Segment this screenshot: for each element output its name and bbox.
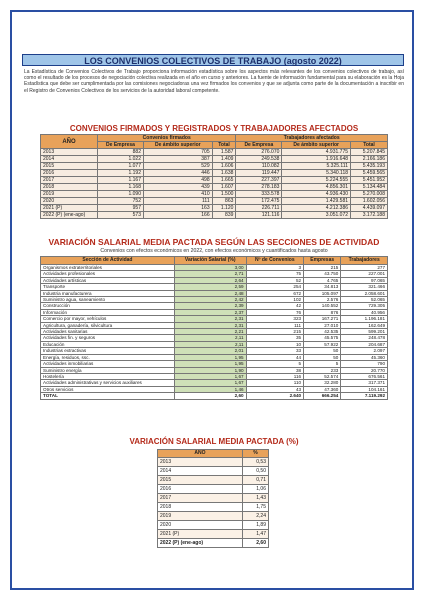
value-cell: 226.711 (236, 205, 282, 212)
pct-cell: 0,71 (242, 476, 268, 485)
value-cell: 110.082 (236, 163, 282, 170)
value-cell: 97.065 (341, 277, 388, 283)
year-cell: 2021 (P) (158, 530, 243, 539)
value-cell: 2,01 (174, 348, 246, 354)
value-cell: 20.770 (341, 367, 388, 373)
value-cell: 215 (304, 265, 341, 271)
year-cell: 2017 (158, 494, 243, 503)
value-cell: 5 (304, 361, 341, 367)
value-cell: 140.552 (304, 303, 341, 309)
value-cell: 5.270.008 (351, 191, 388, 198)
table-row (41, 149, 388, 156)
value-cell: 172.475 (236, 198, 282, 205)
value-cell: 277 (341, 265, 388, 271)
header-num-convenios: Nº de Convenios (246, 257, 304, 265)
value-cell: 2,39 (174, 303, 246, 309)
value-cell: 387 (144, 156, 213, 163)
value-cell: 498 (144, 177, 213, 184)
year-cell: 2020 (158, 521, 243, 530)
header-ano: AÑO (158, 450, 243, 458)
pct-cell: 1,89 (242, 521, 268, 530)
value-cell: 2,64 (174, 277, 246, 283)
value-cell: 1.665 (212, 177, 236, 184)
value-cell: 321.466 (341, 284, 388, 290)
value-cell: 957 (98, 205, 144, 212)
value-cell: 4.212.386 (282, 205, 351, 212)
value-cell: 410 (144, 191, 213, 198)
value-cell: 105.097 (304, 290, 341, 296)
section-cell: Actividades artísticas (41, 277, 175, 283)
value-cell: 1.587 (212, 149, 236, 156)
year-cell: 2022 (P) (ene-ago) (41, 212, 98, 219)
value-cell: 45.575 (304, 335, 341, 341)
value-cell: 2,48 (174, 290, 246, 296)
value-cell: 1.167 (98, 177, 144, 184)
year-cell: 2020 (41, 198, 98, 205)
value-cell: 233 (304, 367, 341, 373)
pct-cell: 2,24 (242, 512, 268, 521)
value-cell: 876 (304, 309, 341, 315)
value-cell: 1,95 (174, 354, 246, 360)
value-cell: 1.606 (212, 163, 236, 170)
value-cell: 317.371 (341, 380, 388, 386)
total-value: 2.640 (246, 393, 304, 399)
table-row (41, 156, 388, 163)
value-cell: 2.166.186 (351, 156, 388, 163)
value-cell: 121.116 (236, 212, 282, 219)
year-cell: 2013 (158, 458, 243, 467)
value-cell: 729.305 (341, 303, 388, 309)
header-empresa: De Empresa (236, 142, 282, 149)
section-cell: Construcción (41, 303, 175, 309)
section-cell: Industria manufacturera (41, 290, 175, 296)
total-label: TOTAL (41, 393, 175, 399)
table-row (158, 539, 269, 548)
convenios-table (40, 134, 388, 219)
value-cell: 3 (246, 265, 304, 271)
section3-title: VARIACIÓN SALARIAL MEDIA PACTADA (%) (129, 437, 299, 446)
value-cell: 76 (246, 309, 304, 315)
value-cell: 1,46 (174, 386, 246, 392)
value-cell: 1,67 (174, 380, 246, 386)
page-title: LOS CONVENIOS COLECTIVOS DE TRABAJO (agosto 2022) (22, 54, 404, 66)
table-row (158, 530, 269, 539)
value-cell: 38 (246, 367, 304, 373)
pct-cell: 1,47 (242, 530, 268, 539)
value-cell: 705 (144, 149, 213, 156)
value-cell: 1.196.181 (341, 316, 388, 322)
header-total: Total (351, 142, 388, 149)
header-pct: % (242, 450, 268, 458)
value-cell: 42.535 (304, 329, 341, 335)
value-cell: 882 (98, 149, 144, 156)
value-cell: 5.435.193 (351, 163, 388, 170)
year-cell: 2016 (158, 485, 243, 494)
section-cell: Actividades sanitarias (41, 329, 175, 335)
header-seccion: Sección de Actividad (41, 257, 175, 265)
section-cell: Información (41, 309, 175, 315)
value-cell: 5.459.565 (351, 170, 388, 177)
value-cell: 2,42 (174, 297, 246, 303)
year-cell: 2014 (41, 156, 98, 163)
value-cell: 110 (246, 380, 304, 386)
total-value: 7.119.292 (341, 393, 388, 399)
value-cell: 573 (98, 212, 144, 219)
table-row (158, 467, 269, 476)
value-cell: 1.916.648 (282, 156, 351, 163)
value-cell: 75 (246, 271, 304, 277)
year-cell: 2016 (41, 170, 98, 177)
value-cell: 4.765 (304, 277, 341, 283)
value-cell: 599.201 (341, 329, 388, 335)
header-convenios: Convenios firmados (98, 135, 236, 142)
value-cell: 2,59 (174, 284, 246, 290)
total-row (41, 393, 388, 399)
year-cell: 2015 (41, 163, 98, 170)
value-cell: 276.070 (236, 149, 282, 156)
section1-title: CONVENIOS FIRMADOS Y REGISTRADOS Y TRABAJADORES AFECTADOS (69, 124, 359, 133)
year-cell: 2017 (41, 177, 98, 184)
value-cell: 227.397 (236, 177, 282, 184)
value-cell: 42 (246, 303, 304, 309)
value-cell: 672 (246, 290, 304, 296)
value-cell: 1,67 (174, 373, 246, 379)
value-cell: 167.271 (304, 316, 341, 322)
intro-paragraph: La Estadística de Convenios Colectivos de Trabajo proporciona información estadística sobre los aspectos más relevantes de los convenios colectivos de trabajo, así como el resultado de los procesos de negociación colectiva realizada en el año en curso y anteriores. La fuente de información fundamental para su elaboración es la Hoja Estadística que debe ser cumplimentada por las comisiones negociadoras una vez firmados los convenios y que se adjunta como parte de la documentación a inscribir en el Registro de Convenios Colectivos de los servicios de la autoridad laboral competente. (24, 69, 404, 94)
value-cell: 104.161 (341, 386, 388, 392)
year-cell: 2013 (41, 149, 98, 156)
value-cell: 1.409 (212, 156, 236, 163)
header-empresa: De Empresa (98, 142, 144, 149)
value-cell: 43 (246, 386, 304, 392)
value-cell: 44 (246, 354, 304, 360)
total-value: 2,60 (174, 393, 246, 399)
table-row (158, 485, 269, 494)
value-cell: 676.561 (341, 373, 388, 379)
value-cell: 5.451.952 (351, 177, 388, 184)
section-cell: Comercio por mayor, vehículos (41, 316, 175, 322)
section-cell: Actividades profesionales (41, 271, 175, 277)
value-cell: 111 (246, 322, 304, 328)
header-empresas: Empresas (304, 257, 341, 265)
value-cell: 2,37 (174, 309, 246, 315)
value-cell: 102 (246, 297, 304, 303)
value-cell: 2.097 (341, 348, 388, 354)
value-cell: 752 (98, 198, 144, 205)
table-row (158, 521, 269, 530)
value-cell: 52.065 (341, 297, 388, 303)
value-cell: 35 (246, 335, 304, 341)
value-cell: 45.360 (341, 354, 388, 360)
value-cell: 47.360 (304, 386, 341, 392)
value-cell: 40.956 (341, 309, 388, 315)
pct-cell: 1,06 (242, 485, 268, 494)
table-row (158, 512, 269, 521)
header-variacion: Variación Salarial (%) (174, 257, 246, 265)
value-cell: 1.429.581 (282, 198, 351, 205)
value-cell: 3.172.188 (351, 212, 388, 219)
section-cell: Actividades inmobiliarias (41, 361, 175, 367)
value-cell: 1,95 (174, 361, 246, 367)
pct-cell: 0,53 (242, 458, 268, 467)
value-cell: 166 (144, 212, 213, 219)
value-cell: 50 (304, 354, 341, 360)
pct-cell: 1,43 (242, 494, 268, 503)
value-cell: 34.813 (304, 284, 341, 290)
year-cell: 2019 (41, 191, 98, 198)
value-cell: 215 (246, 329, 304, 335)
value-cell: 5.340.118 (282, 170, 351, 177)
section-cell: Energía, residuos, ssc. (41, 354, 175, 360)
value-cell: 2,31 (174, 322, 246, 328)
value-cell: 839 (212, 212, 236, 219)
value-cell: 1.192 (98, 170, 144, 177)
value-cell: 446 (144, 170, 213, 177)
pct-cell: 1,75 (242, 503, 268, 512)
value-cell: 1,90 (174, 367, 246, 373)
section-cell: Agricultura, ganadería, silvicultura (41, 322, 175, 328)
value-cell: 278.183 (236, 184, 282, 191)
value-cell: 32.280 (304, 380, 341, 386)
table-row (41, 198, 388, 205)
table-row (158, 476, 269, 485)
section-cell: Hostelería (41, 373, 175, 379)
value-cell: 249.538 (236, 156, 282, 163)
table-row (41, 184, 388, 191)
table-row (158, 458, 269, 467)
header-ano: AÑO (41, 135, 98, 149)
document-page (10, 10, 414, 590)
value-cell: 2.058.601 (341, 290, 388, 296)
year-cell: 2018 (158, 503, 243, 512)
value-cell: 5 (246, 361, 304, 367)
value-cell: 119.447 (236, 170, 282, 177)
value-cell: 3,00 (174, 265, 246, 271)
value-cell: 50 (304, 348, 341, 354)
value-cell: 5.207.845 (351, 149, 388, 156)
value-cell: 2.576 (304, 297, 341, 303)
value-cell: 2,11 (174, 341, 246, 347)
table-row (158, 503, 269, 512)
section-cell: Actividades administrativas y servicios auxiliares (41, 380, 175, 386)
year-cell: 2014 (158, 467, 243, 476)
value-cell: 1.120 (212, 205, 236, 212)
actividad-table (40, 256, 388, 400)
value-cell: 3.051.072 (282, 212, 351, 219)
value-cell: 43.750 (304, 271, 341, 277)
value-cell: 57.922 (304, 341, 341, 347)
value-cell: 529 (144, 163, 213, 170)
value-cell: 1.500 (212, 191, 236, 198)
section2-subtitle: Convenios con efectos económicos en 2022, con efectos económicos y cuantificados hasta agosto (100, 248, 328, 254)
section-cell: Actividades fin. y seguros (41, 335, 175, 341)
value-cell: 27.010 (304, 322, 341, 328)
value-cell: 111 (144, 198, 213, 205)
value-cell: 1.090 (98, 191, 144, 198)
value-cell: 4.936.430 (282, 191, 351, 198)
value-cell: 52 (246, 277, 304, 283)
table-row (41, 163, 388, 170)
header-superior: De ámbito superior (282, 142, 351, 149)
value-cell: 2,71 (174, 271, 246, 277)
value-cell: 4.856.301 (282, 184, 351, 191)
value-cell: 1.607 (212, 184, 236, 191)
header-trabajadores: Trabajadores afectados (236, 135, 388, 142)
value-cell: 52.574 (304, 373, 341, 379)
value-cell: 10 (246, 341, 304, 347)
value-cell: 4.439.097 (351, 205, 388, 212)
value-cell: 863 (212, 198, 236, 205)
value-cell: 227.001 (341, 271, 388, 277)
year-cell: 2022 (P) (ene-ago) (158, 539, 243, 548)
year-cell: 2021 (P) (41, 205, 98, 212)
value-cell: 1.022 (98, 156, 144, 163)
section-cell: Otros servicios (41, 386, 175, 392)
value-cell: 1.602.056 (351, 198, 388, 205)
section-cell: Industrias extractivas (41, 348, 175, 354)
value-cell: 323 (246, 316, 304, 322)
variacion-anual-table (157, 449, 269, 548)
value-cell: 204.687 (341, 341, 388, 347)
value-cell: 254 (246, 284, 304, 290)
value-cell: 2,21 (174, 329, 246, 335)
section-cell: Organismos extraterritoriales (41, 265, 175, 271)
value-cell: 790 (341, 361, 388, 367)
table-row (158, 494, 269, 503)
section-cell: Suministro agua, saneamiento (41, 297, 175, 303)
value-cell: 33 (246, 348, 304, 354)
header-trabajadores: Trabajadores (341, 257, 388, 265)
table-row (41, 212, 388, 219)
year-cell: 2018 (41, 184, 98, 191)
value-cell: 2,11 (174, 335, 246, 341)
value-cell: 2,31 (174, 316, 246, 322)
section2-title: VARIACIÓN SALARIAL MEDIA PACTADA SEGÚN LAS SECCIONES DE ACTIVIDAD (48, 237, 380, 247)
value-cell: 5.325.111 (282, 163, 351, 170)
table-row (41, 191, 388, 198)
value-cell: 116 (246, 373, 304, 379)
value-cell: 439 (144, 184, 213, 191)
header-superior: De ámbito superior (144, 142, 213, 149)
section-cell: Educación (41, 341, 175, 347)
table-row (41, 205, 388, 212)
table-row (41, 177, 388, 184)
value-cell: 1.638 (212, 170, 236, 177)
table-row (41, 170, 388, 177)
value-cell: 163 (144, 205, 213, 212)
header-total: Total (212, 142, 236, 149)
value-cell: 333.578 (236, 191, 282, 198)
value-cell: 248.478 (341, 335, 388, 341)
section-cell: Suministro energía (41, 367, 175, 373)
total-value: 666.254 (304, 393, 341, 399)
value-cell: 1.168 (98, 184, 144, 191)
value-cell: 162.649 (341, 322, 388, 328)
year-cell: 2015 (158, 476, 243, 485)
section-cell: Transporte (41, 284, 175, 290)
pct-cell: 0,50 (242, 467, 268, 476)
year-cell: 2019 (158, 512, 243, 521)
value-cell: 1.077 (98, 163, 144, 170)
value-cell: 5.224.555 (282, 177, 351, 184)
value-cell: 4.931.775 (282, 149, 351, 156)
value-cell: 5.134.484 (351, 184, 388, 191)
pct-cell: 2,60 (242, 539, 268, 548)
